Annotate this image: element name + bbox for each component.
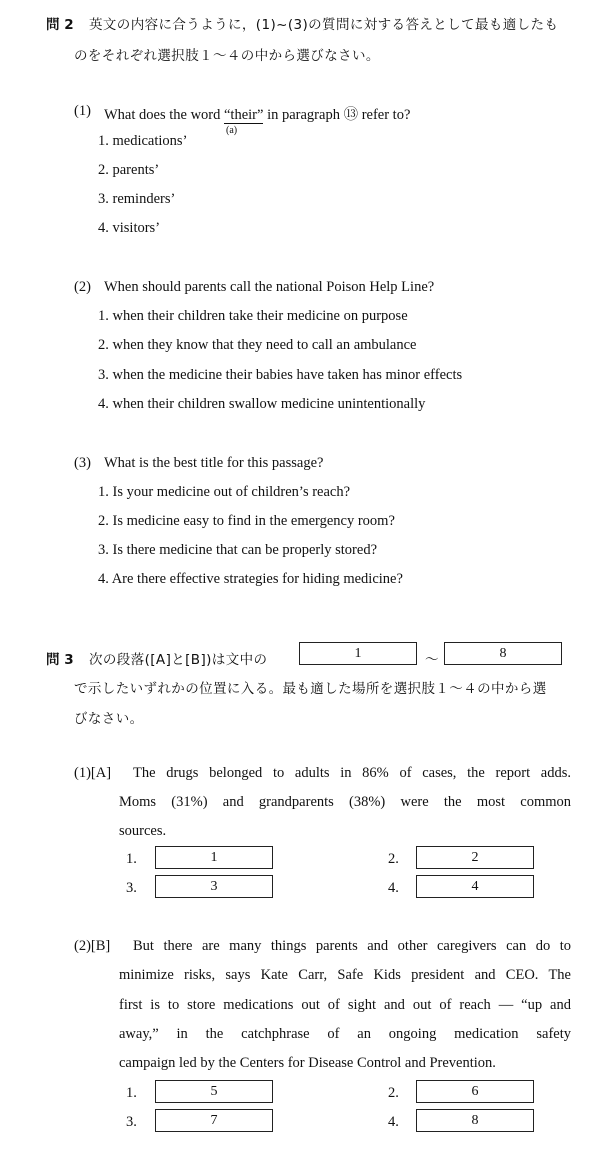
- q3-a-choice-4-number: 4.: [388, 880, 399, 896]
- q2-3-option-4: 4. Are there effective strategies for hiding medicine?: [98, 571, 403, 587]
- q2-1-option-1: 1. medications’: [98, 133, 188, 149]
- q3-a-choice-1-number: 1.: [126, 851, 137, 867]
- q3-b-line-4: away,” in the catchphrase of an ongoing medication safety: [119, 1026, 571, 1042]
- q3-a-choice-4-box: 4: [416, 875, 534, 898]
- question-2-label: 問 2: [46, 17, 74, 33]
- q3-b-line-3: first is to store medications out of sight and out of reach — “up and: [119, 997, 571, 1013]
- answer-box-range-start: 1: [299, 642, 417, 665]
- q2-3-question: What is the best title for this passage?: [104, 455, 324, 471]
- q2-3-option-2: 2. Is medicine easy to find in the emergency room?: [98, 513, 395, 529]
- q3-b-choice-3-number: 3.: [126, 1114, 137, 1130]
- question-3-instruction-line-3: びなさい。: [74, 711, 144, 727]
- q3-a-line-1: The drugs belonged to adults in 86% of cases, the report adds.: [133, 765, 571, 781]
- q3-b-number: (2)[B]: [74, 938, 111, 954]
- q3-b-choice-3-box: 7: [155, 1109, 273, 1132]
- q2-3-option-3: 3. Is there medicine that can be properly stored?: [98, 542, 378, 558]
- q2-2-option-2: 2. when they know that they need to call an ambulance: [98, 337, 417, 353]
- q2-1-option-3: 3. reminders’: [98, 191, 176, 207]
- q2-3-number: (3): [74, 455, 91, 471]
- q2-1-option-2: 2. parents’: [98, 162, 160, 178]
- q3-b-choice-1-box: 5: [155, 1080, 273, 1103]
- q2-2-option-4: 4. when their children swallow medicine unintentionally: [98, 396, 426, 412]
- q3-a-choice-2-box: 2: [416, 846, 534, 869]
- question-3-instruction-line-1: 次の段落([A]と[B])は文中の: [89, 652, 268, 668]
- q3-b-choice-2-number: 2.: [388, 1085, 399, 1101]
- q2-1-text-before: What does the word: [104, 107, 224, 123]
- q2-2-option-1: 1. when their children take their medicine on purpose: [98, 308, 408, 324]
- q3-a-line-3: sources.: [119, 823, 167, 839]
- q3-b-choice-1-number: 1.: [126, 1085, 137, 1101]
- q3-b-line-5: campaign led by the Centers for Disease Control and Prevention.: [119, 1055, 496, 1071]
- q3-a-number: (1)[A]: [74, 765, 112, 781]
- q2-2-number: (2): [74, 279, 91, 295]
- range-tilde: ～: [425, 652, 439, 668]
- q2-3-option-1: 1. Is your medicine out of children’s reach?: [98, 484, 351, 500]
- q3-a-line-2: Moms (31%) and grandparents (38%) were the most common: [119, 794, 571, 810]
- question-2-instruction-line-2: のをそれぞれ選択肢１～４の中から選びなさい。: [74, 48, 380, 64]
- q3-b-choice-4-number: 4.: [388, 1114, 399, 1130]
- q3-a-choice-3-number: 3.: [126, 880, 137, 896]
- q3-a-choice-2-number: 2.: [388, 851, 399, 867]
- q2-1-text-after: in paragraph ⑬ refer to?: [263, 107, 411, 123]
- q2-1-word-subscript: (a): [226, 125, 238, 136]
- q3-b-choice-4-box: 8: [416, 1109, 534, 1132]
- q3-a-choice-3-box: 3: [155, 875, 273, 898]
- q2-1-option-4: 4. visitors’: [98, 220, 161, 236]
- q3-b-line-2: minimize risks, says Kate Carr, Safe Kids president and CEO. The: [119, 967, 571, 983]
- question-3-label: 問 3: [46, 652, 74, 668]
- q2-1-word: “their”: [224, 107, 264, 123]
- question-2-instruction-line-1: 英文の内容に合うように，(1)~(3)の質問に対する答えとして最も適したも: [89, 17, 559, 33]
- q2-1-underlined-word: [224, 107, 264, 136]
- answer-box-range-end: 8: [444, 642, 562, 665]
- q3-b-line-1: But there are many things parents and other caregivers can do to: [133, 938, 571, 954]
- q2-1-number: (1): [74, 103, 91, 119]
- q3-a-choice-1-box: 1: [155, 846, 273, 869]
- q2-2-question: When should parents call the national Poison Help Line?: [104, 279, 435, 295]
- q3-b-choice-2-box: 6: [416, 1080, 534, 1103]
- q2-2-option-3: 3. when the medicine their babies have taken has minor effects: [98, 367, 463, 383]
- q2-1-question: [104, 103, 411, 136]
- question-3-instruction-line-2: で示したいずれかの位置に入る。最も適した場所を選択肢１～４の中から選: [74, 681, 547, 697]
